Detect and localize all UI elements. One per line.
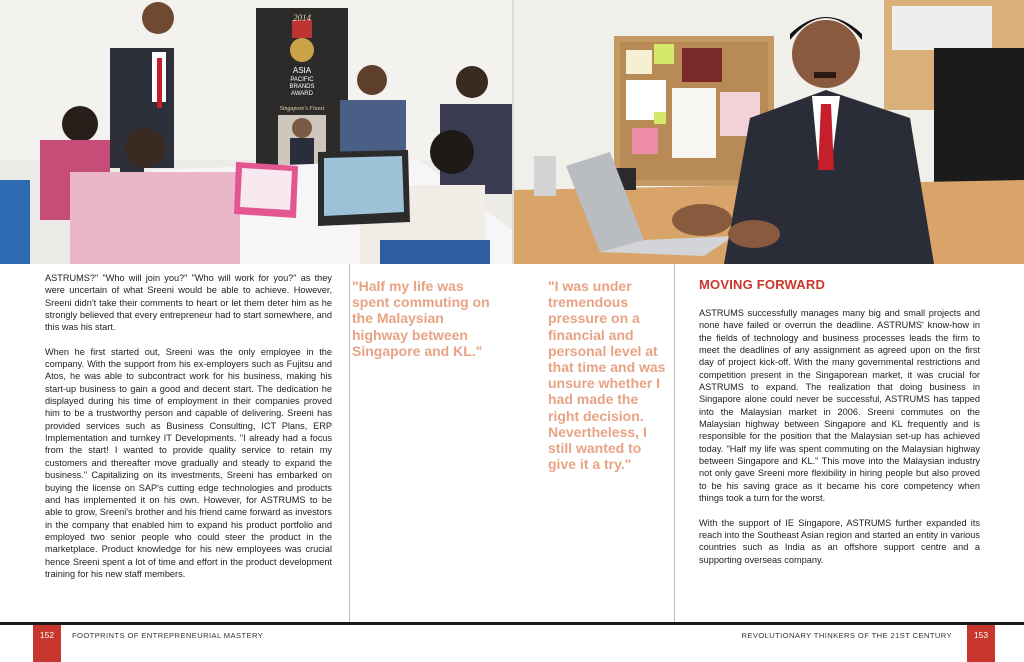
banner-year: 2014 xyxy=(293,13,311,23)
svg-text:PACIFIC: PACIFIC xyxy=(290,77,314,83)
body-paragraph: ASTRUMS successfully manages many big and small projects and none have failed or overrun the deadline. ASTRUMS' know-how in the fields of technology and business processes leads the firm to meet the deadlines of any assignment as agreed upon on the first day of project kick-off. With the many governmental restrictions and competition present in the Singaporean market, it was crucial for ASTRUMS to expand. The realization that doing business in Singapore alone could never be successful, ASTRUMS has tapped into the Malaysian market in 2006. Sreeni commutes on the Malaysian highway between Singapore and KL frequently and is responsible for the position that the Malaysian set-up has achieved today. "Half my life was spent commuting on the Malaysian highway between Singapore and KL." This move into the Malaysian industry not only gave Sreeni more flexibility in hiring people but also proved to be his saving grace as it became his core competency when things took a turn for the worst. xyxy=(699,308,980,504)
page-number-right: 153 xyxy=(967,625,995,662)
svg-text:ASIA: ASIA xyxy=(292,66,312,75)
pull-quote: "I was under tremendous pressure on a financial and personal level at that time and was unsure whether I had made the right decision. Nevertheless, I still wanted to give it a try." xyxy=(548,278,666,473)
svg-text:Singapore's Finest: Singapore's Finest xyxy=(279,106,325,112)
running-title-left: FOOTPRINTS OF ENTREPRENEURIAL MASTERY xyxy=(72,631,264,640)
running-title-right: REVOLUTIONARY THINKERS OF THE 21ST CENTURY xyxy=(741,631,952,640)
office-portrait-photo xyxy=(514,0,1024,264)
meeting-room-photo xyxy=(0,0,512,264)
right-body-column xyxy=(699,307,980,578)
left-body-column xyxy=(45,272,332,592)
award-banner xyxy=(256,8,348,168)
section-heading: MOVING FORWARD xyxy=(699,277,826,292)
column-divider xyxy=(349,264,350,622)
body-paragraph: When he first started out, Sreeni was the only employee in the company. With the support from his ex-employers such as Fujitsu and Atos, he was able to subcontract work for his business, making his start-up business to gain a good and decent start. The dedication he displayed during his time of employment in their companies proved him to be a trustworthy person and capable of delivering. Sreeni has provided services such as Business Consulting, ICT Plans, ERP Implementation and turnkey IT Developments. "I already had a focus from the start! I wanted to provide quality service to retain my customers and thereafter move gradually and steady to expand the business." Capitalizing on its investments, Sreeni has embarked on buying the license on SAP's cutting edge technologies and products and has implemented it on his own. However, for ASTRUMS to be able to grow, Sreeni's brother and his friend came forward as investors in the company that enabled him to expand his product portfolio and employed two senior people who could steer the product in the marketplace. Product knowledge for his new employees was crucial hence Sreeni spent a lot of time and effort in the product development training for his new staff members. xyxy=(45,346,332,579)
page-footer xyxy=(0,625,1024,662)
column-divider xyxy=(674,264,675,622)
svg-text:BRANDS: BRANDS xyxy=(289,84,315,90)
body-paragraph: With the support of IE Singapore, ASTRUMS further expanded its reach into the Southeast Asian region and started an entity in various countries such as India as an offshore support centre and a supporting overseas company. xyxy=(699,517,980,565)
body-paragraph: ASTRUMS?" "Who will join you?" "Who will work for you?" as they were uncertain of what Sreeni would be able to achieve. However, Sreeni didn't take their comments to heart or let them deter him as he strongly believed that every entrepreneur had to start somewhere, and this was his start. xyxy=(45,273,332,333)
page-number-left: 152 xyxy=(33,625,61,662)
svg-text:AWARD: AWARD xyxy=(291,91,313,97)
pull-quote: "Half my life was spent commuting on the Malaysian highway between Singapore and KL." xyxy=(352,278,490,359)
